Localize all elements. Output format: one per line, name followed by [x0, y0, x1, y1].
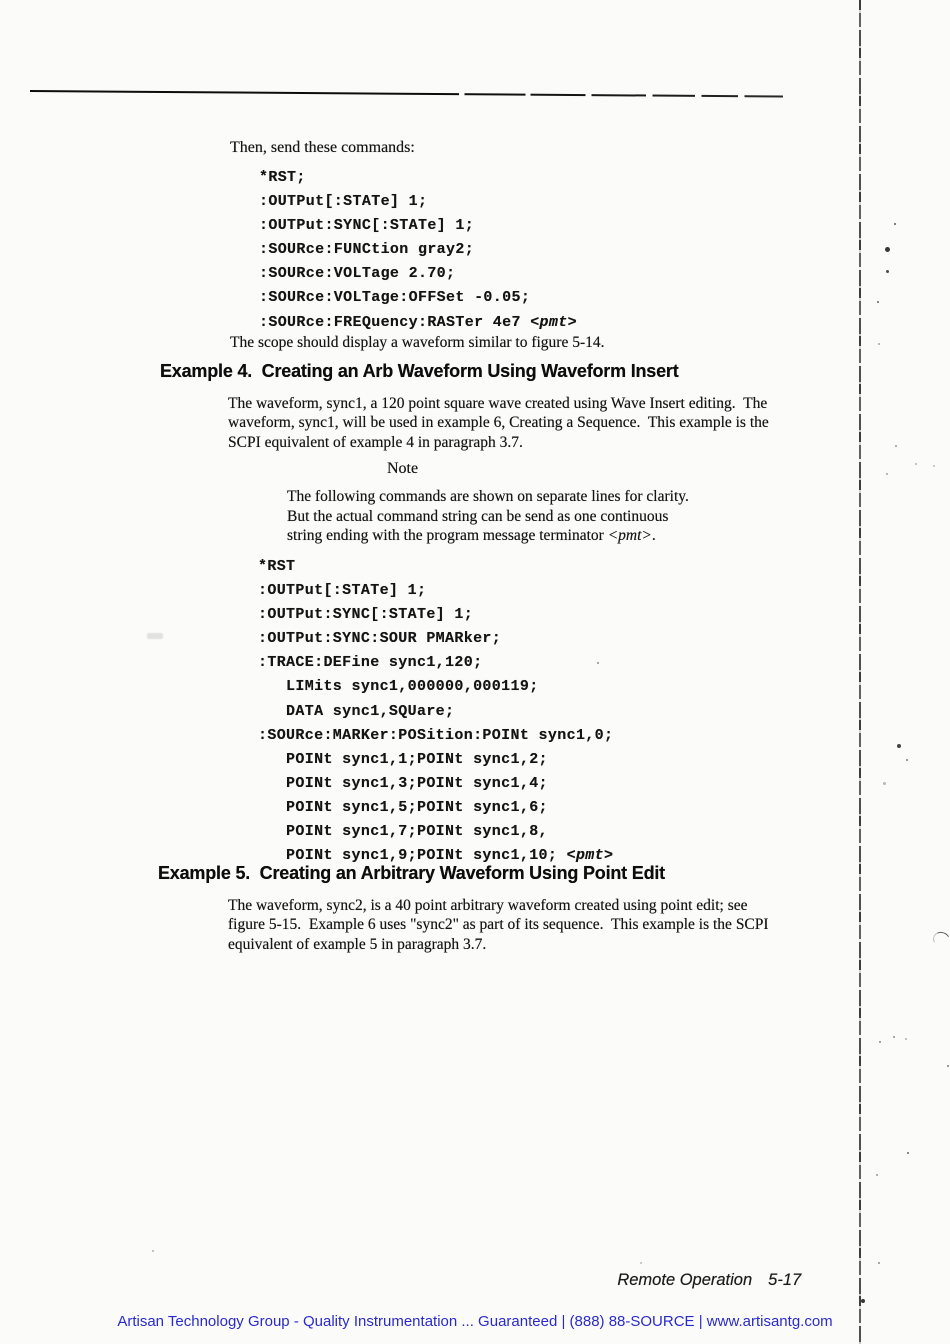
- scan-speck: [907, 1152, 909, 1154]
- scan-speck: [933, 465, 935, 467]
- scan-speck: [915, 463, 917, 465]
- text-line: string ending with the program message terminator <pmt>.: [287, 527, 656, 545]
- text-line: POINt sync1,1;POINt sync1,2;: [258, 750, 548, 768]
- text-line: :OUTPut[:STATe] 1;: [259, 193, 428, 211]
- text-line: SCPI equivalent of example 4 in paragraph 3.7.: [228, 433, 523, 451]
- text-line: :OUTPut:SYNC[:STATe] 1;: [258, 606, 474, 624]
- text-line: :SOURce:FUNCtion gray2;: [259, 241, 475, 259]
- scpi-code-block-2: [258, 555, 613, 868]
- note-label: Note: [387, 460, 419, 477]
- text-line: LIMits sync1,000000,000119;: [258, 678, 539, 696]
- text-line: figure 5-15. Example 6 uses "sync2" as part of its sequence. This example is the SCPI: [228, 916, 769, 934]
- footer-page-number: 5-17: [768, 1271, 802, 1289]
- scan-smudge: [147, 633, 163, 639]
- text-line: :SOURce:VOLTage:OFFSet -0.05;: [259, 289, 531, 307]
- text-line: :TRACE:DEFine sync1,120;: [258, 654, 483, 672]
- scan-speck: [152, 1250, 154, 1252]
- scan-speck: [895, 445, 897, 447]
- header-rule: [30, 90, 783, 98]
- text-line: equivalent of example 5 in paragraph 3.7.: [228, 935, 487, 953]
- text-line: POINt sync1,5;POINt sync1,6;: [258, 798, 548, 816]
- vendor-footer-link[interactable]: Artisan Technology Group - Quality Instrumentation ... Guaranteed | (888) 88-SOURCE | www.artisantg.com: [117, 1313, 833, 1330]
- scan-speck: [861, 1299, 865, 1303]
- scan-speck: [883, 782, 886, 785]
- text-line: :SOURce:MARKer:POSition:POINt sync1,0;: [258, 726, 614, 744]
- scan-curl-mark: [931, 930, 950, 950]
- text-line: The waveform, sync1, a 120 point square wave created using Wave Insert editing. The: [228, 395, 768, 412]
- text-line: :OUTPut[:STATe] 1;: [258, 582, 427, 600]
- scan-speck: [597, 662, 599, 664]
- page-footer: [599, 1252, 801, 1309]
- text-line: :SOURce:FREQuency:RASTer 4e7 <pmt>: [259, 313, 577, 331]
- scan-speck: [876, 1174, 878, 1176]
- text-line: The waveform, sync2, is a 40 point arbitrary waveform created using point edit; see: [228, 897, 748, 914]
- example5-paragraph: [228, 896, 769, 954]
- text-line: :OUTPut:SYNC:SOUR PMARker;: [258, 630, 502, 648]
- scan-speck: [893, 1036, 895, 1038]
- example5-heading: Example 5. Creating an Arbitrary Waveform Using Point Edit: [158, 863, 665, 883]
- text-line: *RST: [258, 558, 296, 575]
- text-line: DATA sync1,SQUare;: [258, 702, 455, 720]
- example4-paragraph: [228, 394, 769, 452]
- scpi-code-block-1: [259, 166, 577, 335]
- text-line: POINt sync1,9;POINt sync1,10; <pmt>: [258, 847, 614, 865]
- text-line: POINt sync1,7;POINt sync1,8,: [258, 823, 548, 841]
- scan-speck: [885, 247, 890, 252]
- text-line: The following commands are shown on separate lines for clarity.: [287, 488, 689, 505]
- intro-line: Then, send these commands:: [230, 139, 415, 156]
- text-line: POINt sync1,3;POINt sync1,4;: [258, 774, 548, 792]
- scan-speck: [906, 759, 908, 761]
- scan-speck: [640, 1262, 642, 1264]
- scan-speck: [897, 744, 901, 748]
- scan-speck: [878, 1262, 880, 1264]
- scan-speck: [878, 343, 880, 345]
- scan-speck: [877, 301, 879, 303]
- text-line: :SOURce:VOLTage 2.70;: [259, 265, 456, 283]
- scan-speck: [886, 473, 888, 475]
- text-line: :OUTPut:SYNC[:STATe] 1;: [259, 217, 475, 235]
- text-line: But the actual command string can be send as one continuous: [287, 507, 669, 525]
- scan-speck: [905, 1038, 907, 1040]
- page-edge-scan-line: [859, 0, 861, 1344]
- scan-speck: [879, 1041, 881, 1043]
- text-line: waveform, sync1, will be used in example 6, Creating a Sequence. This example is the: [228, 414, 769, 432]
- example4-heading: Example 4. Creating an Arb Waveform Using Waveform Insert: [160, 361, 679, 381]
- footer-section-title: Remote Operation: [617, 1271, 753, 1289]
- note-paragraph: [287, 487, 689, 546]
- scan-speck: [894, 223, 896, 225]
- scan-speck: [886, 270, 889, 273]
- scope-result-line: The scope should display a waveform similar to figure 5-14.: [230, 334, 605, 351]
- text-line: *RST;: [259, 169, 306, 186]
- scan-speck: [947, 1065, 949, 1067]
